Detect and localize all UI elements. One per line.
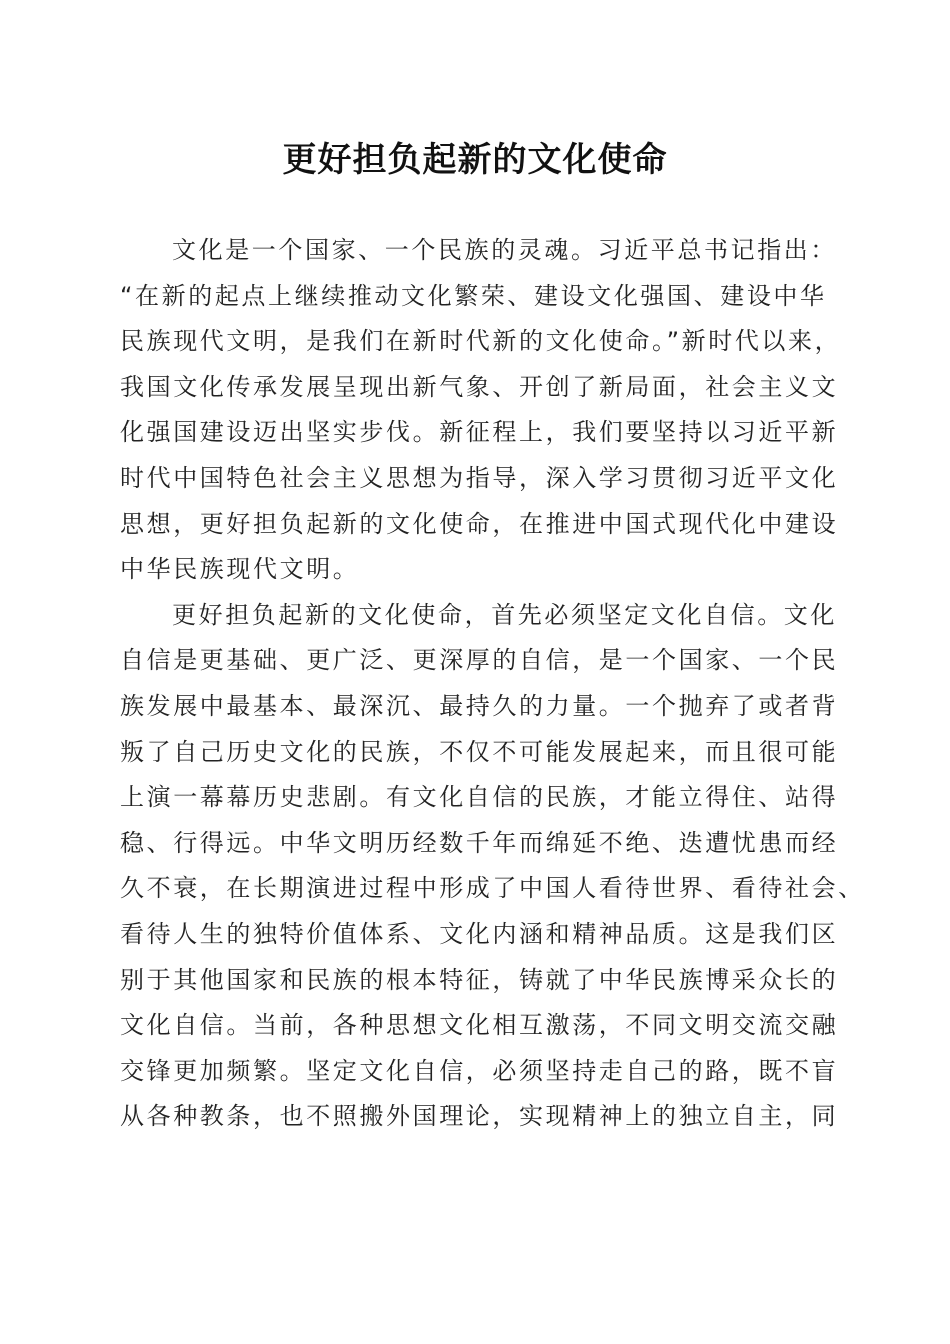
text-line: 我国文化传承发展呈现出新气象、开创了新局面，社会主义文 [120, 372, 839, 401]
text-line: 从各种教条，也不照搬外国理论，实现精神上的独立自主，同 [120, 1102, 839, 1131]
text-line: 化强国建设迈出坚实步伐。新征程上，我们要坚持以习近平新 [120, 418, 839, 447]
text-line: 思想，更好担负起新的文化使命，在推进中国式现代化中建设 [120, 509, 839, 538]
article-body [120, 228, 865, 1140]
text-line: 自信是更基础、更广泛、更深厚的自信，是一个国家、一个民 [120, 646, 839, 675]
text-line: 民族现代文明，是我们在新时代新的文化使命。”新时代以来， [120, 327, 842, 356]
text-line: 更好担负起新的文化使命，首先必须坚定文化自信。文化 [172, 600, 837, 629]
page-title: 更好担负起新的文化使命 [282, 140, 668, 180]
text-line: 上演一幕幕历史悲剧。有文化自信的民族，才能立得住、站得 [120, 783, 839, 812]
text-line: “在新的起点上继续推动文化繁荣、建设文化强国、建设中华 [120, 281, 827, 310]
text-line: 别于其他国家和民族的根本特征，铸就了中华民族博采众长的 [120, 965, 839, 994]
text-line: 看待人生的独特价值体系、文化内涵和精神品质。这是我们区 [120, 919, 839, 948]
text-line: 文化是一个国家、一个民族的灵魂。习近平总书记指出： [172, 236, 837, 264]
text-line: 时代中国特色社会主义思想为指导，深入学习贯彻习近平文化 [120, 463, 839, 492]
text-line: 中华民族现代文明。 [120, 555, 360, 584]
text-line: 族发展中最基本、最深沉、最持久的力量。一个抛弃了或者背 [120, 691, 839, 720]
text-line: 文化自信。当前，各种思想文化相互激荡，不同文明交流交融 [120, 1011, 839, 1040]
text-line: 叛了自己历史文化的民族，不仅不可能发展起来，而且很可能 [120, 737, 839, 766]
paragraph-1 [120, 228, 840, 593]
text-line: 稳、行得远。中华文明历经数千年而绵延不绝、迭遭忧患而经 [120, 828, 839, 857]
text-line: 久不衰，在长期演进过程中形成了中国人看待世界、看待社会、 [120, 874, 865, 903]
text-line: 交锋更加频繁。坚定文化自信，必须坚持走自己的路，既不盲 [120, 1056, 839, 1085]
paragraph-2 [120, 593, 865, 1140]
